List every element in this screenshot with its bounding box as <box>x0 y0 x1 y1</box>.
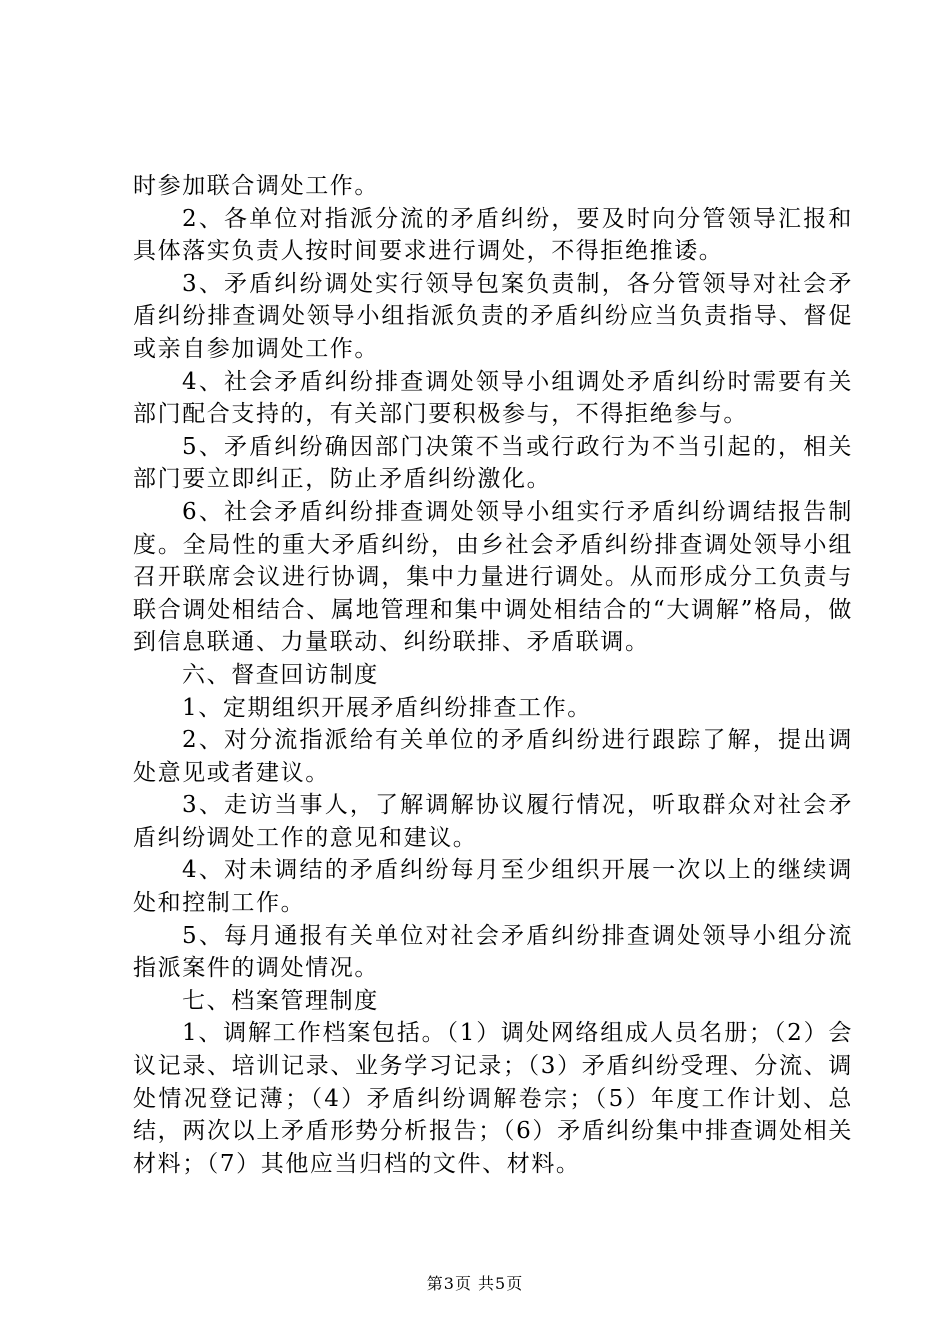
paragraph: 3、走访当事人，了解调解协议履行情况，听取群众对社会矛盾纠纷调处工作的意见和建议。 <box>133 792 853 851</box>
paragraph: 时参加联合调处工作。 <box>133 173 379 199</box>
paragraph: 1、定期组织开展矛盾纠纷排查工作。 <box>182 694 592 721</box>
paragraph: 4、社会矛盾纠纷排查调处领导小组调处矛盾纠纷时需要有关部门配合支持的，有关部门要积极参与，不得拒绝参与。 <box>133 368 853 428</box>
paragraph: 6、社会矛盾纠纷排查调处领导小组实行矛盾纠纷调结报告制度。全局性的重大矛盾纠纷，由乡社会矛盾纠纷排查调处领导小组召开联席会议进行协调，集中力量进行调处。从而形成分工负责与联合调处相结合、属地管理和集中调处相结合的“大调解”格局，做到信息联通、力量联动、纠纷联排、矛盾联调。 <box>133 498 853 656</box>
document-body <box>133 170 853 1180</box>
paragraph: 3、矛盾纠纷调处实行领导包案负责制，各分管领导对社会矛盾纠纷排查调处领导小组指派负责的矛盾纠纷应当负责指导、督促或亲自参加调处工作。 <box>133 270 853 362</box>
paragraph: 2、对分流指派给有关单位的矛盾纠纷进行跟踪了解，提出调处意见或者建议。 <box>133 727 853 786</box>
page-number-footer: 第3页 共5页 <box>426 1274 524 1293</box>
section-heading: 七、档案管理制度 <box>182 987 379 1014</box>
paragraph: 5、每月通报有关单位对社会矛盾纠纷排查调处领导小组分流指派案件的调处情况。 <box>133 922 853 982</box>
paragraph: 5、矛盾纠纷确因部门决策不当或行政行为不当引起的，相关部门要立即纠正，防止矛盾纠纷激化。 <box>133 433 853 493</box>
paragraph: 2、各单位对指派分流的矛盾纠纷，要及时向分管领导汇报和具体落实负责人按时间要求进行调处，不得拒绝推诿。 <box>133 205 853 265</box>
paragraph: 1、调解工作档案包括。（1）调处网络组成人员名册；（2）会议记录、培训记录、业务学习记录；（3）矛盾纠纷受理、分流、调处情况登记薄；（4）矛盾纠纷调解卷宗；（5）年度工作计划、总结，两次以上矛盾形势分析报告；（6）矛盾纠纷集中排查调处相关材料；（7）其他应当归档的文件、材料。 <box>133 1020 853 1177</box>
paragraph: 4、对未调结的矛盾纠纷每月至少组织开展一次以上的继续调处和控制工作。 <box>133 857 853 917</box>
section-heading: 六、督查回访制度 <box>182 661 379 688</box>
